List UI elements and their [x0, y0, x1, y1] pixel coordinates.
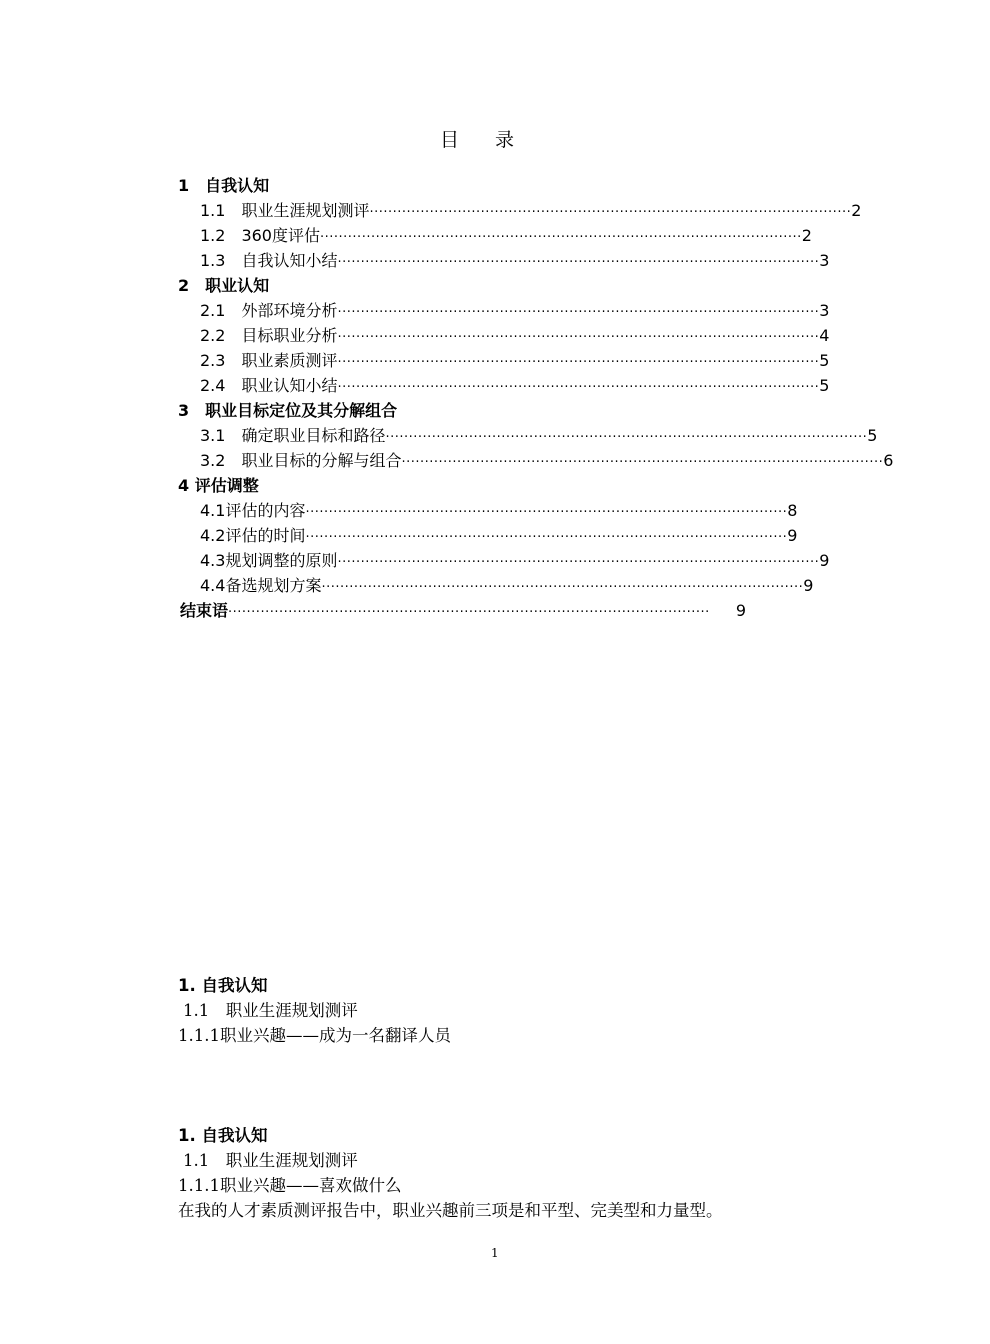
- toc-label: 4.2评估的时间: [200, 526, 306, 545]
- toc-label: 2.4 职业认知小结: [200, 376, 338, 395]
- toc-page: 2: [801, 226, 812, 245]
- toc-chapter-1[interactable]: [178, 175, 758, 197]
- toc-title: 目录: [439, 129, 550, 151]
- toc-leader: ········································································································: [305, 530, 788, 545]
- toc-label: 1.2 360度评估: [200, 226, 320, 245]
- page-number: 1: [491, 1246, 499, 1260]
- toc-leader: ········································································································: [337, 305, 820, 320]
- toc-leader: ········································································································: [228, 605, 710, 620]
- toc-label: 2 职业认知: [178, 276, 270, 295]
- toc-entry-1-2[interactable]: [200, 225, 812, 249]
- section-heading: 1. 自我认知: [178, 1126, 268, 1145]
- body-paragraph: 在我的人才素质测评报告中，职业兴趣前三项是和平型、完美型和力量型。: [178, 1201, 723, 1220]
- toc-label: 1 自我认知: [178, 176, 270, 195]
- toc-label: 4.4备选规划方案: [200, 576, 322, 595]
- toc-page: 5: [819, 351, 830, 370]
- toc-entry-4-1[interactable]: [200, 500, 798, 524]
- toc-entry-1-3[interactable]: [200, 250, 830, 274]
- toc-entry-2-2[interactable]: [200, 325, 830, 349]
- toc-page: 5: [867, 426, 878, 445]
- toc-label: 1.1 职业生涯规划测评: [200, 201, 370, 220]
- toc-leader: ········································································································: [401, 455, 884, 470]
- toc-leader: ········································································································: [385, 430, 868, 445]
- toc-page: 5: [819, 376, 830, 395]
- toc-label: 2.1 外部环境分析: [200, 301, 338, 320]
- section-subsubheading: 1.1.1职业兴趣——成为一名翻译人员: [178, 1026, 451, 1045]
- toc-page: 3: [819, 301, 830, 320]
- toc-page: 4: [819, 326, 830, 345]
- section-subheading: 1.1 职业生涯规划测评: [183, 1001, 358, 1020]
- toc-entry-2-1[interactable]: [200, 300, 830, 324]
- toc-leader: ········································································································: [305, 505, 788, 520]
- toc-label: 3 职业目标定位及其分解组合: [178, 401, 398, 420]
- section-subheading: 1.1 职业生涯规划测评: [183, 1151, 358, 1170]
- toc-leader: ········································································································: [337, 355, 820, 370]
- toc-entry-2-4[interactable]: [200, 375, 830, 399]
- toc-label: 3.1 确定职业目标和路径: [200, 426, 386, 445]
- toc-page: 2: [851, 201, 862, 220]
- toc-page: 9: [819, 551, 830, 570]
- toc-entry-4-2[interactable]: [200, 525, 798, 549]
- toc-leader: ········································································································: [321, 580, 804, 595]
- toc-page: 9: [735, 601, 746, 620]
- toc-label: 结束语: [180, 601, 229, 620]
- toc-page: 9: [787, 526, 798, 545]
- toc-label: 4 评估调整: [178, 476, 259, 495]
- toc-leader: ········································································································: [337, 555, 820, 570]
- toc-label: 4.1评估的内容: [200, 501, 306, 520]
- section-subsubheading: 1.1.1职业兴趣——喜欢做什么: [178, 1176, 402, 1195]
- toc-entry-3-1[interactable]: [200, 425, 878, 449]
- toc-chapter-2[interactable]: [178, 275, 758, 297]
- toc-leader: ········································································································: [337, 330, 820, 345]
- toc-label: 4.3规划调整的原则: [200, 551, 338, 570]
- toc-leader: ········································································································: [337, 380, 820, 395]
- toc-label: 3.2 职业目标的分解与组合: [200, 451, 402, 470]
- toc-entry-conclusion[interactable]: [180, 600, 746, 624]
- toc-entry-1-1[interactable]: [200, 200, 862, 224]
- section-heading: 1. 自我认知: [178, 976, 268, 995]
- toc-entry-3-2[interactable]: [200, 450, 894, 474]
- toc-leader: ········································································································: [337, 255, 820, 270]
- toc-label: 2.3 职业素质测评: [200, 351, 338, 370]
- toc-page: 9: [803, 576, 814, 595]
- toc-page: 6: [883, 451, 894, 470]
- toc-chapter-3[interactable]: [178, 400, 758, 422]
- toc-entry-4-4[interactable]: [200, 575, 814, 599]
- toc-label: 1.3 自我认知小结: [200, 251, 338, 270]
- toc-entry-2-3[interactable]: [200, 350, 830, 374]
- toc-page: 8: [787, 501, 798, 520]
- toc-leader: ········································································································: [320, 230, 802, 245]
- toc-entry-4-3[interactable]: [200, 550, 830, 574]
- toc-page: 3: [819, 251, 830, 270]
- toc-label: 2.2 目标职业分析: [200, 326, 338, 345]
- toc-leader: ········································································································: [369, 205, 852, 220]
- toc-chapter-4[interactable]: [178, 475, 758, 497]
